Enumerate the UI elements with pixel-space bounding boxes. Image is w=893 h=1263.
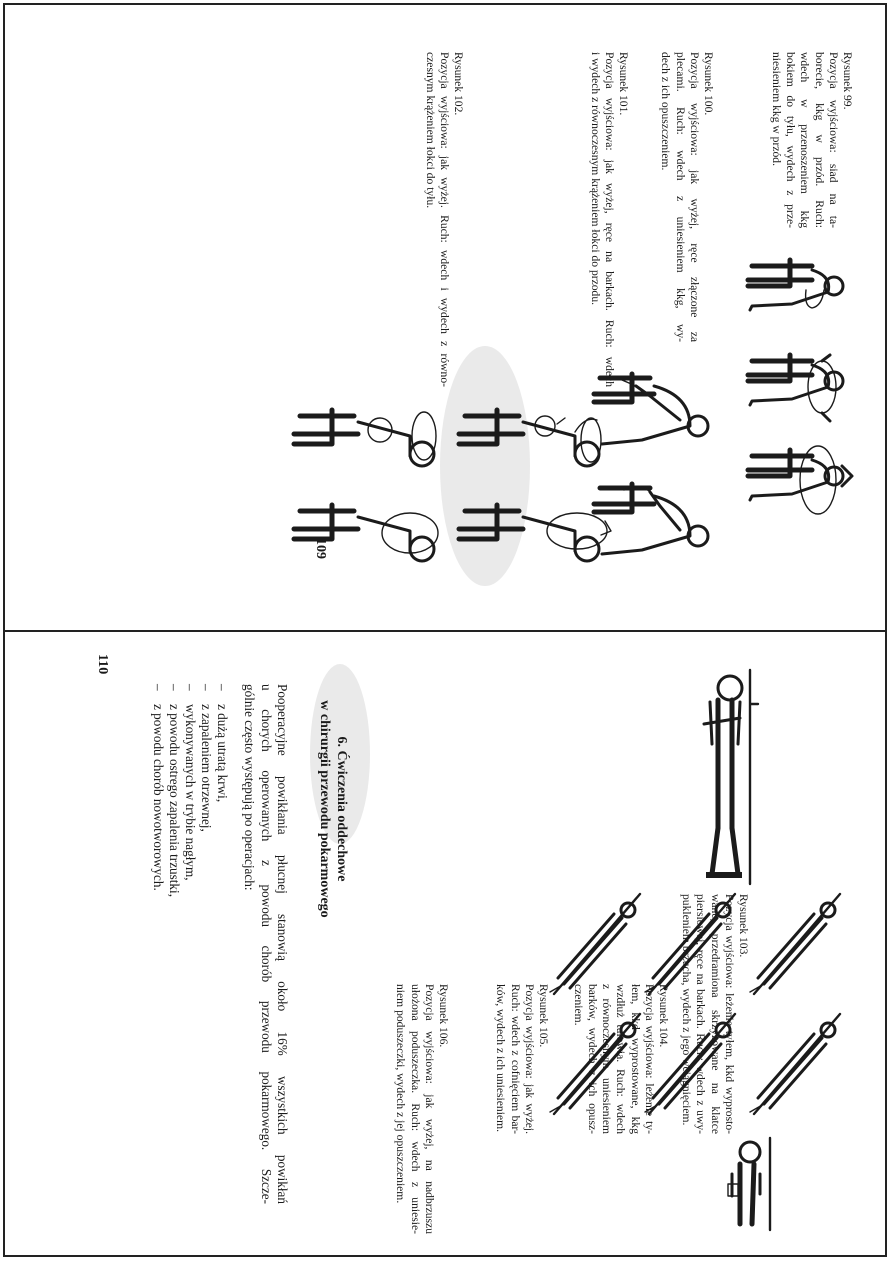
seated-figure xyxy=(294,505,438,561)
caption-line: z równoczesnym uniesieniem xyxy=(600,984,614,1134)
caption-line: wzdłuż tułowia. Ruch: wdech xyxy=(614,984,628,1134)
caption-figure-105 xyxy=(493,984,550,1134)
page-divider xyxy=(3,630,887,632)
list-item-text: z powodu chorób nowotworowych. xyxy=(151,704,167,891)
bullet-dash: – xyxy=(199,684,215,691)
body-paragraph xyxy=(241,684,290,1204)
list-item xyxy=(182,684,198,1084)
figure-99-illustration xyxy=(712,246,852,546)
section-heading xyxy=(316,684,350,934)
section-heading-line: w chirurgii przewodu pokarmowego xyxy=(317,700,332,918)
bullet-dash: – xyxy=(215,684,230,691)
caption-line: Pozycja wyjściowa: jak wyżej. Ruch: wdech i wydech z równo- xyxy=(437,52,451,387)
caption-figure-102 xyxy=(422,52,465,387)
list-item xyxy=(166,684,182,1084)
seated-figure xyxy=(459,410,601,466)
caption-line: Pozycja wyjściowa: leżenie tyłem, kkd wyprosto- xyxy=(722,894,736,1134)
caption-figure-100 xyxy=(658,52,715,342)
caption-line: Pozycja wyjściowa: leżenie ty- xyxy=(642,984,656,1134)
paragraph-line: gólnie często występują po operacjach: xyxy=(242,684,258,891)
caption-title: Rysunek 101. xyxy=(617,52,630,116)
lying-figure xyxy=(750,894,840,994)
list-item xyxy=(214,684,230,1084)
standing-figure xyxy=(704,676,742,878)
paragraph-line: u chorych operowanych z powodu chorób przewodu pokarmowego. Szcze- xyxy=(258,684,274,1204)
caption-line: Pozycja wyjściowa: jak wyżej. xyxy=(522,984,536,1134)
caption-line: Ruch: wdech z cofnięciem bar- xyxy=(508,984,522,1134)
caption-line: wdech w przenoszeniem kkg xyxy=(798,52,812,228)
caption-figure-106 xyxy=(393,984,450,1234)
caption-line: niesieniem kkg w przód. xyxy=(769,52,783,166)
caption-figure-104 xyxy=(571,984,670,1134)
seated-figure xyxy=(748,446,852,514)
caption-title: Rysunek 102. xyxy=(452,52,465,116)
list-item xyxy=(150,684,166,1084)
seated-figure xyxy=(748,355,843,421)
caption-title: Rysunek 104. xyxy=(657,984,670,1048)
caption-line: Pozycja wyjściowa: siad na ta- xyxy=(826,52,840,228)
list-item-text: z dużą utratą krwi, xyxy=(215,704,230,803)
bullet-dash: – xyxy=(183,684,199,691)
list-item xyxy=(198,684,214,1084)
caption-title: Rysunek 103. xyxy=(737,894,750,958)
list-item-text: z zapaleniem otrzewnej, xyxy=(199,704,215,832)
caption-line: borecie, kkg w przód. Ruch: xyxy=(812,52,826,228)
lying-figure xyxy=(750,1014,840,1114)
list-item-text: wykonywanych w trybie nagłym, xyxy=(183,704,199,881)
standing-figure xyxy=(728,1142,760,1224)
caption-line: piersiowej, ręce na barkach. Ruch: wdech z uwy- xyxy=(694,894,708,1134)
seated-figure xyxy=(294,410,436,466)
page-number: 110 xyxy=(95,654,110,675)
caption-line: Pozycja wyjściowa: jak wyżej, ręce złączone za xyxy=(687,52,701,342)
caption-line: i wydech z równoczesnym krążeniem łokci do przodu. xyxy=(588,52,602,306)
seated-figure xyxy=(748,260,843,310)
caption-line: czesnym krążeniem łokci do tyłu. xyxy=(423,52,437,209)
caption-line: ków, wydech z ich uniesieniem. xyxy=(494,984,508,1132)
caption-title: Rysunek 106. xyxy=(437,984,450,1048)
caption-line: łem, kkd wyprostowane, kkg xyxy=(628,984,642,1134)
caption-line: barków, wydech z ich opusz- xyxy=(585,984,599,1134)
operations-list xyxy=(150,684,230,1084)
caption-figure-103 xyxy=(679,894,750,1134)
section-heading-line: 6. Ćwiczenia oddechowe xyxy=(334,736,349,882)
caption-line: wane, przedramiona skrzyżowane na klatce xyxy=(708,894,722,1134)
list-item-text: z powodu ostrego zapalenia trzustki, xyxy=(167,704,183,897)
caption-figure-101 xyxy=(587,52,630,387)
caption-line: dech z ich opuszczeniem. xyxy=(659,52,673,171)
book-page-110 xyxy=(14,644,870,1240)
caption-line: ułożona poduszeczka. Ruch: wdech z uniesie- xyxy=(408,984,422,1234)
caption-line: bokiem do tyłu, wydech z prze- xyxy=(784,52,798,228)
page-number: 109 xyxy=(313,538,328,559)
caption-line: czeniem. xyxy=(571,984,585,1026)
caption-title: Rysunek 105. xyxy=(537,984,550,1048)
bullet-dash: – xyxy=(151,684,167,691)
paragraph-line: Pooperacyjne powikłania płucnej stanowią około 16% wszystkich powikłań xyxy=(275,684,290,1204)
caption-line: pukleniem brzucha, wydech z jego wciągnięciem. xyxy=(680,894,694,1126)
wall-line xyxy=(750,670,758,884)
caption-line: Pozycja wyjściowa: jak wyżej, ręce na barkach. Ruch: wdech xyxy=(602,52,616,387)
caption-title: Rysunek 99. xyxy=(841,52,854,110)
caption-line: Pozycja wyjściowa: jak wyżej, na nadbrzuszu xyxy=(422,984,436,1234)
figure-101-illustration xyxy=(455,396,615,596)
seated-figure xyxy=(459,505,611,561)
book-page-109 xyxy=(14,16,870,612)
figure-103-illustration xyxy=(650,664,850,894)
caption-line: plecami. Ruch: wdech z uniesieniem kkg, wy- xyxy=(673,52,687,342)
bullet-dash: – xyxy=(167,684,183,691)
figure-106-illustration xyxy=(700,1134,850,1234)
caption-title: Rysunek 100. xyxy=(702,52,715,116)
figure-102-illustration xyxy=(290,396,450,596)
lying-figure xyxy=(550,894,640,994)
caption-line: niem poduszeczki, wydech z jej opuszczeniem. xyxy=(394,984,408,1204)
caption-figure-99 xyxy=(769,52,854,228)
